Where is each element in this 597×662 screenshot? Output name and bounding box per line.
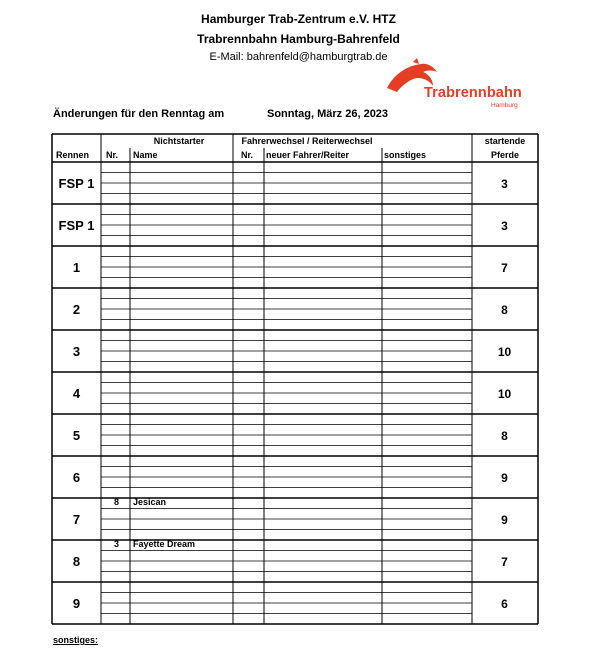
header-name: Name bbox=[133, 150, 158, 160]
starters-count: 8 bbox=[501, 429, 508, 443]
header-new-driver: neuer Fahrer/Reiter bbox=[266, 150, 350, 160]
header-pferde: Pferde bbox=[490, 150, 520, 160]
race-label: 9 bbox=[72, 596, 81, 611]
race-label: 8 bbox=[72, 554, 81, 569]
changes-label: Änderungen für den Renntag am bbox=[53, 108, 225, 120]
header-rennen: Rennen bbox=[56, 150, 90, 160]
race-label: 7 bbox=[72, 512, 81, 527]
starters-count: 9 bbox=[501, 513, 508, 527]
starters-count: 8 bbox=[501, 303, 508, 317]
nonstarter-name: Jesican bbox=[133, 497, 167, 507]
race-label: 6 bbox=[72, 470, 81, 485]
nonstarter-name: Fayette Dream bbox=[133, 539, 196, 549]
logo-city-text: Hamburg bbox=[491, 102, 518, 109]
header-fahrerwechsel: Fahrerwechsel / Reiterwechsel bbox=[241, 136, 373, 146]
email-line: E-Mail: bahrenfeld@hamburgtrab.de bbox=[209, 51, 388, 63]
race-label: 2 bbox=[72, 302, 81, 317]
org-title: Hamburger Trab-Zentrum e.V. HTZ bbox=[201, 12, 396, 26]
race-label: FSP 1 bbox=[58, 218, 95, 233]
race-label: FSP 1 bbox=[58, 176, 95, 191]
header-nichtstarter: Nichtstarter bbox=[153, 136, 205, 146]
logo-brand-text: Trabrennbahn bbox=[424, 85, 522, 101]
header-startende: startende bbox=[484, 136, 526, 146]
footer-sonstiges: sonstiges: bbox=[53, 635, 99, 645]
race-date: Sonntag, März 26, 2023 bbox=[267, 108, 389, 120]
starters-count: 6 bbox=[501, 597, 508, 611]
starters-count: 7 bbox=[501, 261, 508, 275]
track-title: Trabrennbahn Hamburg-Bahrenfeld bbox=[197, 32, 400, 46]
starters-count: 9 bbox=[501, 471, 508, 485]
race-label: 1 bbox=[72, 260, 81, 275]
starters-count: 3 bbox=[501, 219, 508, 233]
nonstarter-number: 8 bbox=[114, 497, 120, 507]
header-nr: Nr. bbox=[106, 150, 119, 160]
starters-count: 10 bbox=[497, 345, 512, 359]
header-nr-driver: Nr. bbox=[241, 150, 254, 160]
starters-count: 7 bbox=[501, 555, 508, 569]
starters-count: 3 bbox=[501, 177, 508, 191]
race-label: 5 bbox=[72, 428, 81, 443]
starters-count: 10 bbox=[497, 387, 512, 401]
race-label: 4 bbox=[72, 386, 81, 401]
nonstarter-number: 3 bbox=[114, 539, 120, 549]
header-sonstiges: sonstiges bbox=[384, 150, 427, 160]
race-label: 3 bbox=[72, 344, 81, 359]
